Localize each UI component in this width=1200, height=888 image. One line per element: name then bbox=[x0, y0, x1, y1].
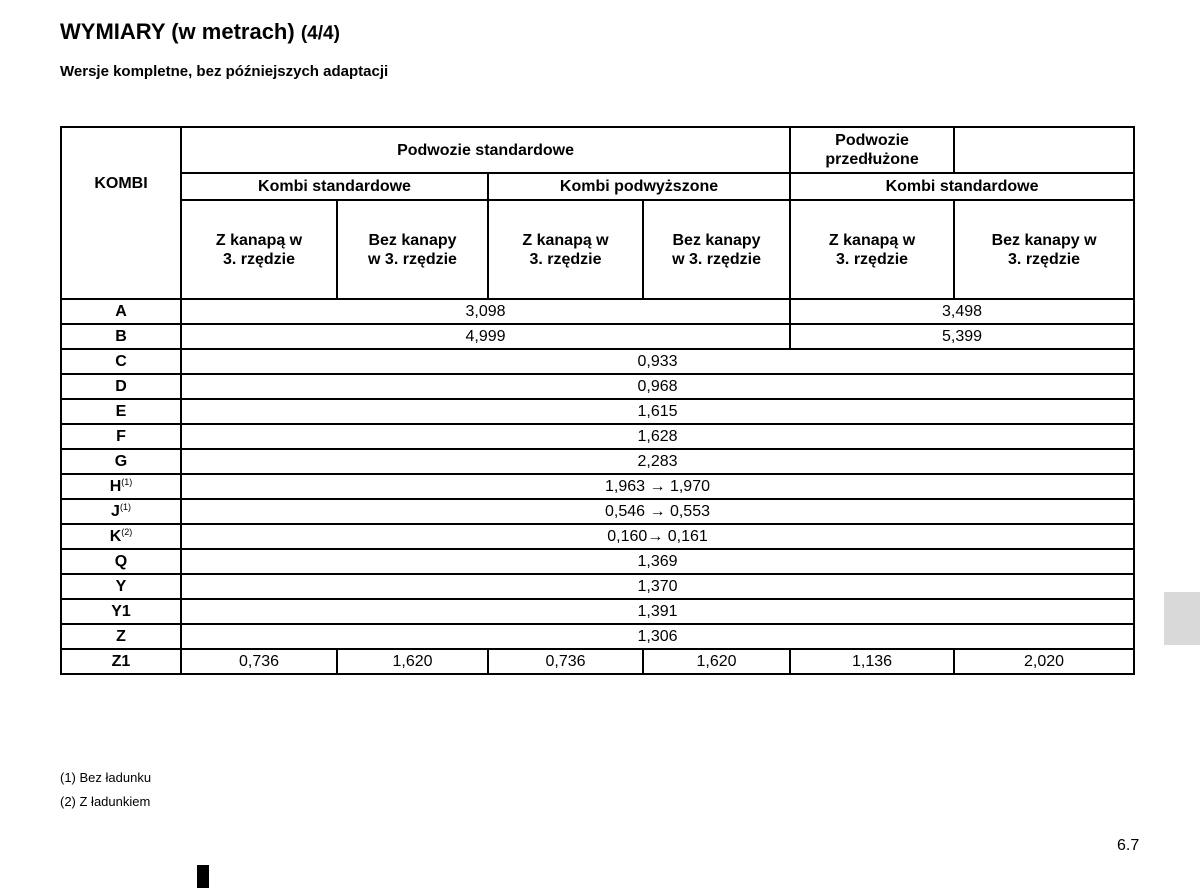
cell-value: 1,963 → 1,970 bbox=[181, 474, 1134, 499]
cell-value: 1,628 bbox=[181, 424, 1134, 449]
table-row bbox=[61, 624, 1134, 649]
row-key: E bbox=[61, 399, 181, 424]
table-row bbox=[61, 524, 1134, 549]
cell-value: 1,620 bbox=[337, 649, 488, 674]
cell-value: 1,620 bbox=[643, 649, 790, 674]
table-row bbox=[61, 374, 1134, 399]
table-row bbox=[61, 424, 1134, 449]
row-key: Z bbox=[61, 624, 181, 649]
page-number: 6.7 bbox=[1117, 837, 1140, 854]
row-key: B bbox=[61, 324, 181, 349]
header-seat-config: Bez kanapy w 3. rzędzie bbox=[954, 200, 1134, 299]
cell-value: 0,736 bbox=[488, 649, 643, 674]
table-row bbox=[61, 599, 1134, 624]
table-row bbox=[61, 549, 1134, 574]
table-row bbox=[61, 399, 1134, 424]
cell-value: 0,546 → 0,553 bbox=[181, 499, 1134, 524]
cell-value: 1,370 bbox=[181, 574, 1134, 599]
dimensions-table bbox=[60, 126, 1135, 675]
cell-value: 3,498 bbox=[790, 299, 1134, 324]
cell-value: 2,283 bbox=[181, 449, 1134, 474]
cell-value: 1,391 bbox=[181, 599, 1134, 624]
cell-value: 0,933 bbox=[181, 349, 1134, 374]
header-body-kombi-raised: Kombi podwyższone bbox=[488, 173, 790, 200]
table-row bbox=[61, 574, 1134, 599]
table-row bbox=[61, 324, 1134, 349]
table-row bbox=[61, 649, 1134, 674]
table-row bbox=[61, 499, 1134, 524]
table-row bbox=[61, 474, 1134, 499]
section-tab-marker bbox=[1164, 592, 1200, 645]
row-key: Z1 bbox=[61, 649, 181, 674]
footnote-ref: (1) bbox=[121, 477, 133, 487]
header-seat-config: Z kanapą w 3. rzędzie bbox=[488, 200, 643, 299]
footnotes bbox=[60, 769, 151, 817]
row-key: C bbox=[61, 349, 181, 374]
header-seat-config: Z kanapą w 3. rzędzie bbox=[181, 200, 337, 299]
header-seat-config: Bez kanapy w 3. rzędzie bbox=[337, 200, 488, 299]
cell-value: 0,160→ 0,161 bbox=[181, 524, 1134, 549]
row-key: A bbox=[61, 299, 181, 324]
row-key: G bbox=[61, 449, 181, 474]
row-key: F bbox=[61, 424, 181, 449]
table-row bbox=[61, 449, 1134, 474]
footnote-ref: (1) bbox=[119, 502, 131, 512]
cell-value: 1,369 bbox=[181, 549, 1134, 574]
page-subtitle: Wersje kompletne, bez późniejszych adaptacji bbox=[60, 63, 389, 80]
header-blank-cell bbox=[954, 127, 1134, 173]
header-body-kombi-standard: Kombi standardowe bbox=[181, 173, 488, 200]
footnote-ref: (2) bbox=[121, 527, 133, 537]
cell-value: 1,306 bbox=[181, 624, 1134, 649]
cell-value: 5,399 bbox=[790, 324, 1134, 349]
row-key: $H^{(1)}$ bbox=[61, 474, 181, 499]
row-key: Y bbox=[61, 574, 181, 599]
title-text: WYMIARY (w metrach) bbox=[60, 19, 295, 44]
cell-value: 0,968 bbox=[181, 374, 1134, 399]
footnote: (2) Z ładunkiem bbox=[60, 794, 151, 809]
cell-value: 1,136 bbox=[790, 649, 954, 674]
header-seat-config: Z kanapą w 3. rzędzie bbox=[790, 200, 954, 299]
cell-value: 4,999 bbox=[181, 324, 790, 349]
header-kombi: KOMBI bbox=[61, 127, 181, 299]
header-chassis-extended: Podwozie przedłużone bbox=[790, 127, 954, 173]
cell-value: 0,736 bbox=[181, 649, 337, 674]
cell-value: 1,615 bbox=[181, 399, 1134, 424]
cell-value: 3,098 bbox=[181, 299, 790, 324]
row-key: Y1 bbox=[61, 599, 181, 624]
page-title bbox=[60, 19, 340, 45]
table-row bbox=[61, 299, 1134, 324]
header-chassis-standard: Podwozie standardowe bbox=[181, 127, 790, 173]
row-key: $K^{(2)}$ bbox=[61, 524, 181, 549]
row-key: D bbox=[61, 374, 181, 399]
cell-value: 2,020 bbox=[954, 649, 1134, 674]
title-part: (4/4) bbox=[300, 23, 340, 44]
row-key: Q bbox=[61, 549, 181, 574]
header-body-kombi-standard-extended: Kombi standardowe bbox=[790, 173, 1134, 200]
row-key: $J^{(1)}$ bbox=[61, 499, 181, 524]
header-seat-config: Bez kanapy w 3. rzędzie bbox=[643, 200, 790, 299]
table-row bbox=[61, 349, 1134, 374]
footnote: (1) Bez ładunku bbox=[60, 770, 152, 785]
print-mark bbox=[197, 865, 209, 888]
